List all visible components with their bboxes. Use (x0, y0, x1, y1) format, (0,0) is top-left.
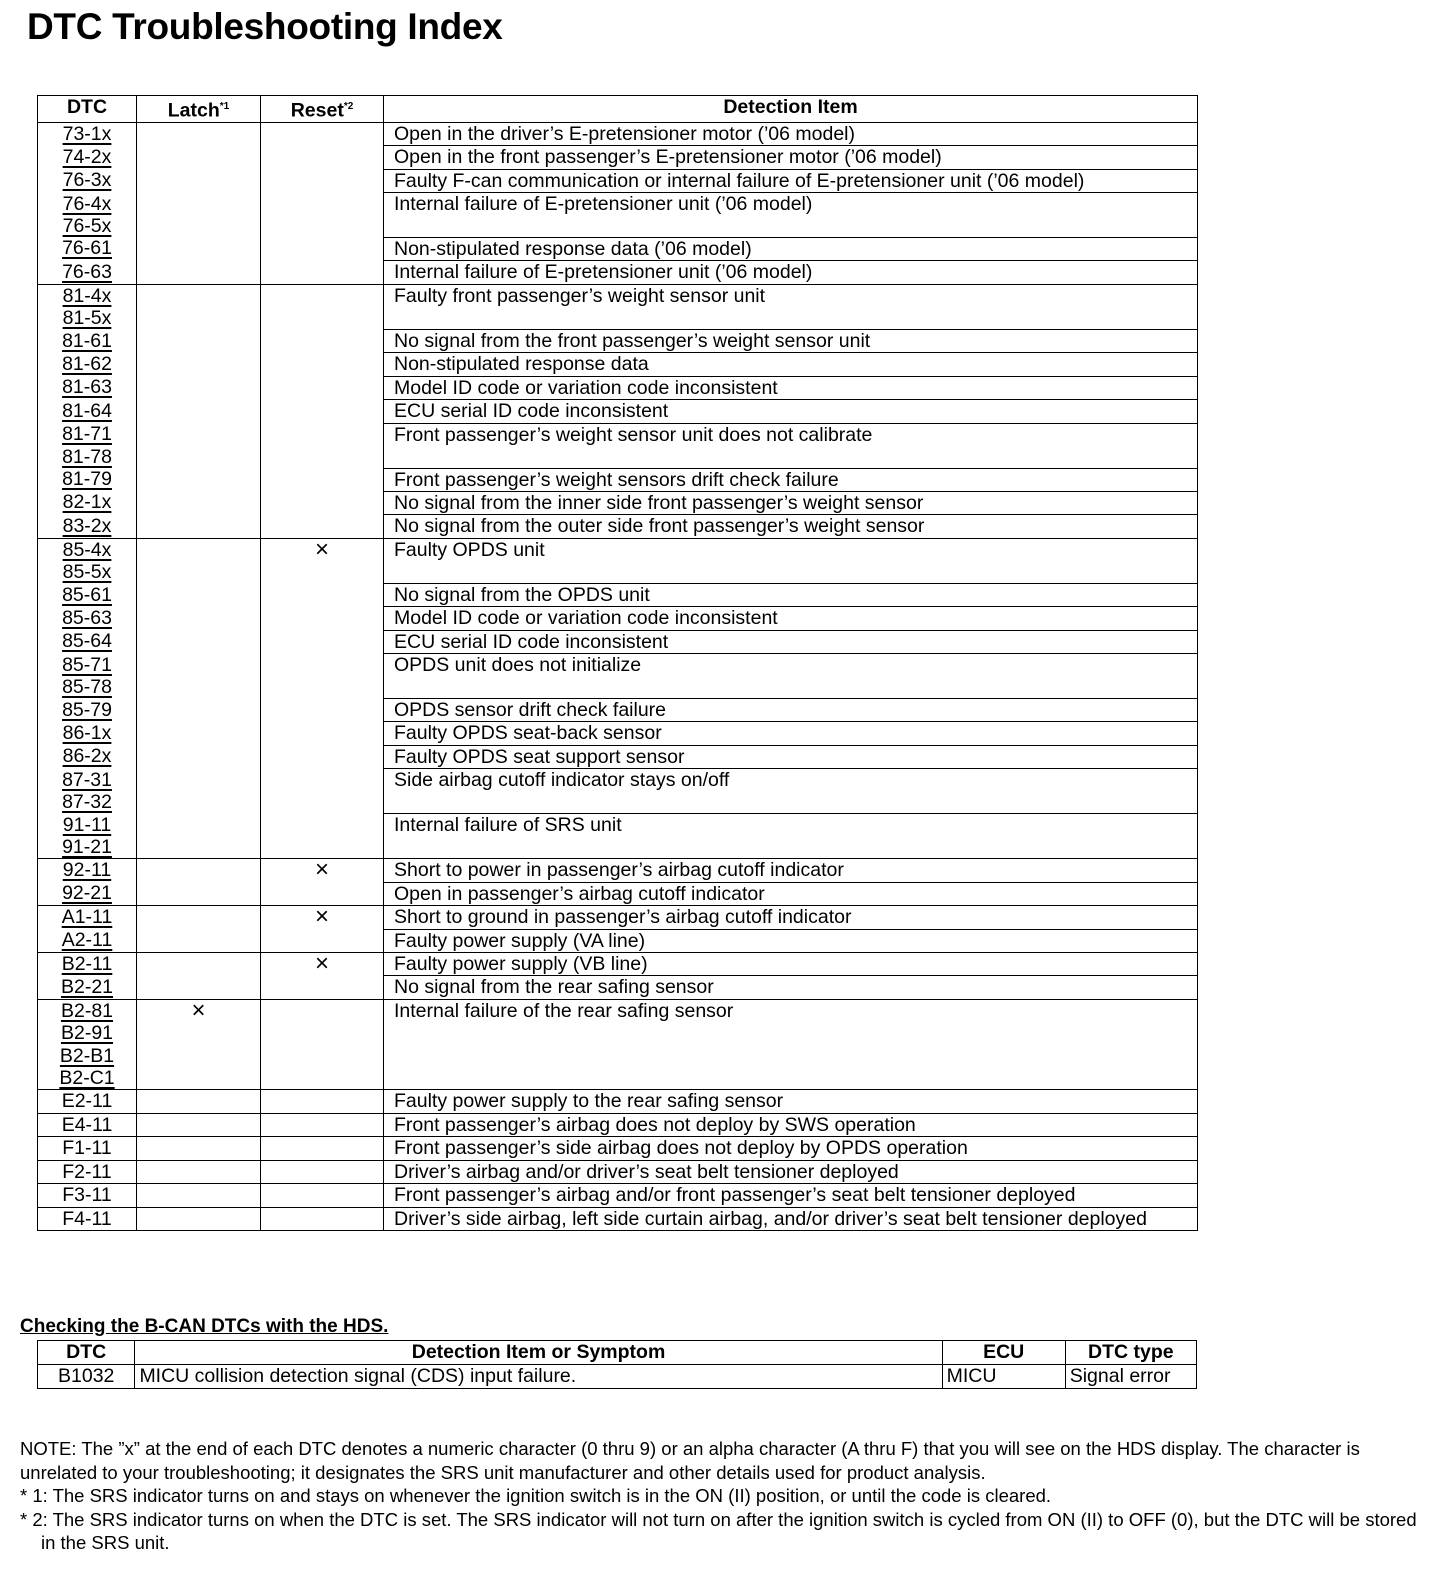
dtc-code-cell (38, 237, 137, 260)
dtc-code: 81-61 (62, 329, 112, 352)
detection-item-cell: Internal failure of E-pretensioner unit (’06 model) (384, 261, 1198, 284)
bcan-cell-detection: MICU collision detection signal (CDS) input failure. (135, 1365, 942, 1389)
latch-mark: × (191, 999, 206, 1024)
dtc-code: 86-1x (62, 721, 112, 744)
detection-item-cell: Open in the driver’s E-pretensioner motor (’06 model) (384, 122, 1198, 145)
dtc-code-cell (38, 1184, 137, 1207)
detection-item-cell: Internal failure of E-pretensioner unit (’06 model) (384, 193, 1198, 238)
dtc-code-cell (38, 538, 137, 561)
reset-cell (261, 1113, 384, 1136)
dtc-code: 91-21 (62, 836, 112, 858)
bcan-cell-ecu: MICU (942, 1365, 1065, 1389)
detection-item-cell: Faulty power supply (VB line) (384, 953, 1198, 976)
dtc-code-cell (38, 515, 137, 538)
detection-item-cell: Non-stipulated response data (’06 model) (384, 237, 1198, 260)
dtc-index-table (37, 95, 1198, 1231)
dtc-code: B2-B1 (59, 1044, 115, 1067)
detection-item-cell: OPDS unit does not initialize (384, 654, 1198, 699)
dtc-code: 85-61 (62, 583, 112, 606)
detection-item-cell: Open in passenger’s airbag cutoff indicator (384, 882, 1198, 905)
reset-cell (261, 1207, 384, 1230)
reset-cell (261, 1090, 384, 1113)
dtc-code: B2-C1 (59, 1067, 115, 1090)
bcan-header-ecu: ECU (942, 1341, 1065, 1365)
dtc-code-cell (38, 446, 137, 468)
dtc-code-cell (38, 584, 137, 607)
dtc-code-cell (38, 722, 137, 745)
dtc-code: 73-1x (62, 122, 112, 145)
header-latch (137, 96, 261, 123)
detection-item-cell: Faulty power supply to the rear safing sensor (384, 1090, 1198, 1113)
dtc-code: F1-11 (62, 1137, 112, 1160)
header-latch-label: Latch (167, 99, 220, 122)
footnote-1: * 1: The SRS indicator turns on and stays on whenever the ignition switch is in the ON (II) position, or until the code is cleared. (20, 1485, 1052, 1506)
reset-cell (261, 122, 384, 284)
bcan-table (37, 1340, 1197, 1389)
dtc-code: 81-78 (62, 445, 112, 468)
bcan-header-row (38, 1341, 1197, 1365)
reset-cell (261, 906, 384, 953)
bcan-header-detection: Detection Item or Symptom (135, 1341, 942, 1365)
dtc-code: 74-2x (62, 145, 112, 168)
header-reset-label: Reset (290, 99, 344, 122)
detection-item-cell: No signal from the front passenger’s weight sensor unit (384, 330, 1198, 353)
detection-item-cell: Front passenger’s weight sensor unit does not calibrate (384, 423, 1198, 468)
latch-cell (137, 1184, 261, 1207)
detection-item-cell: No signal from the inner side front passenger’s weight sensor (384, 491, 1198, 514)
dtc-code: 85-71 (62, 653, 112, 676)
table-row (38, 1365, 1197, 1389)
dtc-code: 85-78 (62, 676, 112, 699)
detection-item-cell: Faulty power supply (VA line) (384, 929, 1198, 952)
dtc-code: 81-71 (62, 423, 112, 446)
detection-item-cell: ECU serial ID code inconsistent (384, 400, 1198, 423)
dtc-code-cell (38, 699, 137, 722)
table-row (38, 1137, 1198, 1160)
reset-cell (261, 284, 384, 538)
dtc-code: 85-5x (62, 561, 112, 584)
detection-item-cell: No signal from the outer side front passenger’s weight sensor (384, 515, 1198, 538)
dtc-code-cell (38, 400, 137, 423)
detection-item-cell: OPDS sensor drift check failure (384, 699, 1198, 722)
dtc-code-cell (38, 859, 137, 882)
table-row (38, 284, 1198, 307)
table-row (38, 953, 1198, 976)
dtc-code-cell (38, 1022, 137, 1044)
detection-item-cell: Model ID code or variation code inconsistent (384, 607, 1198, 630)
dtc-code: 81-62 (62, 352, 112, 375)
dtc-code: 85-4x (62, 538, 112, 561)
dtc-code-cell (38, 1113, 137, 1136)
detection-item-cell: Driver’s side airbag, left side curtain airbag, and/or driver’s seat belt tensioner deployed (384, 1207, 1198, 1230)
dtc-code: 76-63 (62, 260, 112, 283)
dtc-code-cell (38, 906, 137, 929)
dtc-code-cell (38, 353, 137, 376)
dtc-code-cell (38, 769, 137, 791)
reset-cell (261, 1184, 384, 1207)
detection-item-cell: Open in the front passenger’s E-pretensioner motor (’06 model) (384, 146, 1198, 169)
dtc-code: 81-79 (62, 468, 112, 490)
dtc-code-cell (38, 836, 137, 859)
dtc-code-cell (38, 791, 137, 813)
detection-item-cell: Front passenger’s side airbag does not deploy by OPDS operation (384, 1137, 1198, 1160)
dtc-code-cell (38, 745, 137, 768)
detection-item-cell: Front passenger’s airbag does not deploy by SWS operation (384, 1113, 1198, 1136)
dtc-code-cell (38, 976, 137, 999)
reset-cell (261, 1137, 384, 1160)
dtc-code-cell (38, 882, 137, 905)
dtc-code-cell (38, 1137, 137, 1160)
dtc-code-cell (38, 953, 137, 976)
dtc-code-cell (38, 376, 137, 399)
dtc-index-body (38, 122, 1198, 1230)
latch-cell (137, 1113, 261, 1136)
reset-cell (261, 859, 384, 906)
dtc-code: 92-11 (62, 859, 112, 882)
table-row (38, 1090, 1198, 1113)
table-row (38, 1207, 1198, 1230)
dtc-code-cell (38, 1090, 137, 1113)
detection-item-cell: Short to ground in passenger’s airbag cutoff indicator (384, 906, 1198, 929)
dtc-code-cell (38, 284, 137, 307)
detection-item-cell: No signal from the OPDS unit (384, 584, 1198, 607)
detection-item-cell: Front passenger’s weight sensors drift check failure (384, 468, 1198, 491)
dtc-code-cell (38, 814, 137, 836)
detection-item-cell: Side airbag cutoff indicator stays on/off (384, 769, 1198, 814)
reset-cell (261, 538, 384, 859)
detection-item-cell: Faulty OPDS unit (384, 538, 1198, 583)
dtc-code: 83-2x (62, 514, 112, 537)
dtc-code-cell (38, 468, 137, 491)
latch-cell (137, 859, 261, 906)
page-title: DTC Troubleshooting Index (27, 6, 503, 47)
reset-mark: × (314, 952, 329, 978)
reset-mark: × (314, 858, 329, 884)
dtc-code: F3-11 (62, 1184, 112, 1207)
dtc-code: A1-11 (61, 906, 113, 929)
reset-mark: × (314, 538, 329, 563)
bcan-cell-dtc-type: Signal error (1065, 1365, 1196, 1389)
dtc-code-cell (38, 630, 137, 653)
detection-item-cell: Model ID code or variation code inconsistent (384, 376, 1198, 399)
dtc-code: E2-11 (61, 1090, 113, 1113)
detection-item-cell: Short to power in passenger’s airbag cutoff indicator (384, 859, 1198, 882)
latch-cell (137, 906, 261, 953)
notes-section (20, 1437, 1420, 1555)
header-reset-footnote-ref: *2 (343, 101, 354, 112)
detection-item-cell: Faulty front passenger’s weight sensor unit (384, 284, 1198, 329)
dtc-code: F4-11 (62, 1207, 112, 1230)
dtc-code-cell (38, 654, 137, 676)
footnote-2: * 2: The SRS indicator turns on when the DTC is set. The SRS indicator will not turn on after the ignition switch is cycled from ON (II) to OFF (0), but the DTC will be stored in the SRS unit. (20, 1508, 1417, 1553)
dtc-code: B2-91 (60, 1022, 114, 1045)
dtc-code-cell (38, 330, 137, 353)
latch-cell (137, 999, 261, 1090)
dtc-code: 81-64 (62, 399, 112, 422)
latch-cell (137, 953, 261, 1000)
dtc-index-header-row (38, 96, 1198, 123)
detection-item-cell: Faulty OPDS seat support sensor (384, 745, 1198, 768)
detection-item-cell: Faulty F-can communication or internal failure of E-pretensioner unit (’06 model) (384, 169, 1198, 192)
dtc-code-cell (38, 999, 137, 1022)
detection-item-cell: Internal failure of SRS unit (384, 814, 1198, 859)
dtc-code: 87-32 (62, 791, 112, 814)
dtc-code-cell (38, 676, 137, 698)
bcan-header-dtc-type: DTC type (1065, 1341, 1196, 1365)
dtc-code: B2-81 (60, 999, 114, 1022)
bcan-cell-dtc: B1032 (38, 1365, 135, 1389)
dtc-code-cell (38, 1207, 137, 1230)
dtc-code: E4-11 (61, 1113, 113, 1136)
note-text: NOTE: The ”x” at the end of each DTC denotes a numeric character (0 thru 9) or an alpha character (A thru F) that you will see on the HDS display. The character is unrelated to your troubleshooting; it designates the SRS unit manufacturer and other details used for product analysis. (20, 1438, 1360, 1483)
reset-cell (261, 1160, 384, 1183)
dtc-code-cell (38, 169, 137, 192)
dtc-code: 81-4x (62, 284, 112, 307)
dtc-code-cell (38, 1160, 137, 1183)
dtc-code: 85-64 (62, 630, 112, 653)
dtc-code-cell (38, 607, 137, 630)
dtc-code: 81-5x (62, 307, 112, 330)
dtc-code: 76-61 (62, 237, 112, 260)
dtc-code-cell (38, 1067, 137, 1090)
dtc-code-cell (38, 215, 137, 237)
dtc-code-cell (38, 561, 137, 583)
detection-item-cell: No signal from the rear safing sensor (384, 976, 1198, 999)
table-row (38, 906, 1198, 929)
dtc-code-cell (38, 261, 137, 284)
dtc-code: 76-3x (62, 169, 112, 192)
table-row (38, 122, 1198, 145)
dtc-code: 86-2x (62, 745, 112, 768)
dtc-code-cell (38, 193, 137, 215)
dtc-code: 82-1x (62, 491, 112, 514)
dtc-code: 85-63 (62, 606, 112, 629)
dtc-code-cell (38, 491, 137, 514)
table-row (38, 999, 1198, 1022)
dtc-code: 81-63 (62, 376, 112, 399)
dtc-code: 91-11 (62, 813, 112, 836)
bcan-header-dtc: DTC (38, 1341, 135, 1365)
dtc-code: 76-4x (62, 192, 112, 215)
dtc-code: 92-21 (62, 882, 112, 905)
detection-item-cell: Driver’s airbag and/or driver’s seat belt tensioner deployed (384, 1160, 1198, 1183)
latch-cell (137, 1137, 261, 1160)
dtc-code: 87-31 (62, 768, 112, 791)
reset-cell (261, 999, 384, 1090)
detection-item-cell: Internal failure of the rear safing sensor (384, 999, 1198, 1090)
dtc-code-cell (38, 1045, 137, 1067)
dtc-code: A2-11 (61, 929, 113, 952)
dtc-code-cell (38, 146, 137, 169)
dtc-code-cell (38, 423, 137, 445)
dtc-code: 85-79 (62, 698, 112, 721)
table-row (38, 1113, 1198, 1136)
reset-cell (261, 953, 384, 1000)
latch-cell (137, 1160, 261, 1183)
header-latch-footnote-ref: *1 (219, 101, 230, 112)
reset-mark: × (314, 905, 329, 931)
dtc-code: B2-11 (61, 953, 113, 976)
latch-cell (137, 284, 261, 538)
header-reset (261, 96, 384, 123)
table-row (38, 538, 1198, 561)
latch-cell (137, 1090, 261, 1113)
dtc-code: B2-21 (60, 975, 114, 998)
bcan-section-title: Checking the B-CAN DTCs with the HDS. (20, 1316, 389, 1337)
latch-cell (137, 538, 261, 859)
table-row (38, 1160, 1198, 1183)
table-row (38, 859, 1198, 882)
latch-cell (137, 122, 261, 284)
latch-cell (137, 1207, 261, 1230)
detection-item-cell: Faulty OPDS seat-back sensor (384, 722, 1198, 745)
detection-item-cell: Non-stipulated response data (384, 353, 1198, 376)
dtc-code: 76-5x (62, 215, 112, 238)
dtc-code: F2-11 (62, 1160, 112, 1183)
dtc-code-cell (38, 929, 137, 952)
dtc-code-cell (38, 307, 137, 329)
header-dtc: DTC (38, 96, 137, 123)
detection-item-cell: Front passenger’s airbag and/or front passenger’s seat belt tensioner deployed (384, 1184, 1198, 1207)
header-detection-item: Detection Item (384, 96, 1198, 123)
dtc-code-cell (38, 122, 137, 145)
table-row (38, 1184, 1198, 1207)
detection-item-cell: ECU serial ID code inconsistent (384, 630, 1198, 653)
